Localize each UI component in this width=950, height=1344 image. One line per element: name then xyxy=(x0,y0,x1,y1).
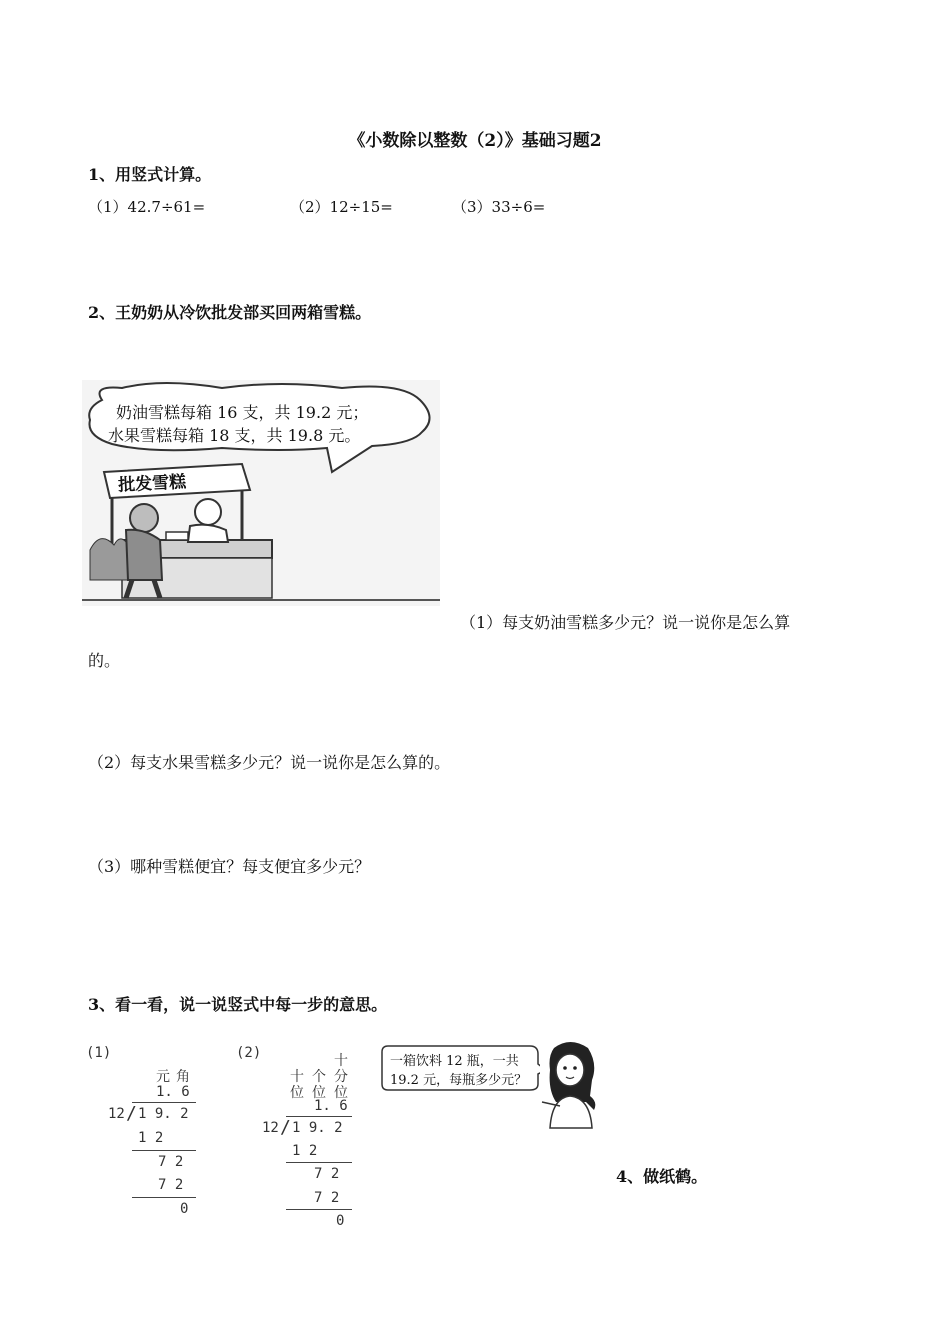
calc1-unit-jiao: 角 xyxy=(176,1069,190,1085)
calc1-remainder: 0 xyxy=(180,1201,189,1217)
bubble-line-2: 水果雪糕每箱 18 支，共 19.8 元。 xyxy=(108,426,361,445)
q1-item-3: （3）33÷6= xyxy=(452,198,546,216)
girl-character xyxy=(538,1040,604,1130)
sign-text: 批发雪糕 xyxy=(117,472,187,496)
calc2-col-wei-1: 位 xyxy=(290,1085,304,1101)
customer-figure xyxy=(130,504,158,532)
clerk-figure xyxy=(195,499,221,525)
calc1-step1: 1 2 xyxy=(138,1130,164,1146)
q1-item-1: （1）42.7÷61= xyxy=(88,198,206,216)
calc1-unit-yuan: 元 xyxy=(156,1069,170,1085)
calc2-dividend: 1 9. 2 xyxy=(292,1120,343,1136)
q3-heading: 3、看一看，说一说竖式中每一步的意思。 xyxy=(88,995,388,1014)
calc2-step1: 1 2 xyxy=(292,1143,318,1159)
calc2-col-wei-3: 位 xyxy=(334,1085,348,1101)
question-speech-bubble xyxy=(380,1044,540,1092)
calc1-dividend: 1 9. 2 xyxy=(138,1106,189,1122)
q1-heading: 1、用竖式计算。 xyxy=(88,165,212,184)
calc2-bracket: / xyxy=(280,1117,291,1138)
calc2-col-ge: 个 xyxy=(312,1069,326,1085)
calc2-col-shi: 十 xyxy=(290,1069,304,1085)
q2-sub1-line1: （1）每支奶油雪糕多少元？说一说你是怎么算 xyxy=(460,613,791,632)
q2-heading: 2、王奶奶从冷饮批发部买回两箱雪糕。 xyxy=(88,303,372,322)
calc1-step2: 7 2 xyxy=(158,1154,184,1170)
calc1-step3: 7 2 xyxy=(158,1177,184,1193)
calc2-col-shifen: 十 xyxy=(334,1053,348,1069)
girl-face xyxy=(556,1054,584,1086)
calc1-label: (1) xyxy=(86,1045,112,1061)
calc2-label: (2) xyxy=(236,1045,262,1061)
calc1-quotient: 1. 6 xyxy=(156,1084,190,1100)
bubble-line-1: 奶油雪糕每箱 16 支，共 19.2 元； xyxy=(116,403,369,422)
q1-item-2: （2）12÷15= xyxy=(290,198,393,216)
q4-heading: 4、做纸鹤。 xyxy=(616,1167,708,1186)
page-title: 《小数除以整数（2）》基础习题2 xyxy=(348,131,602,151)
calc2-col-wei-2: 位 xyxy=(312,1085,326,1101)
calc1-divisor: 12 xyxy=(108,1106,125,1122)
calc2-divisor: 12 xyxy=(262,1120,279,1136)
q2-sub1-line2: 的。 xyxy=(88,651,121,670)
bubble2-line-1: 一箱饮料 12 瓶，一共 xyxy=(390,1054,519,1069)
q2-sub3: （3）哪种雪糕便宜？每支便宜多少元？ xyxy=(88,857,371,876)
calc2-step3: 7 2 xyxy=(314,1190,340,1206)
calc2-quotient: 1. 6 xyxy=(314,1098,348,1114)
calc1-bracket: / xyxy=(126,1103,137,1124)
q2-sub2: （2）每支水果雪糕多少元？说一说你是怎么算的。 xyxy=(88,753,451,772)
calc2-remainder: 0 xyxy=(336,1213,345,1229)
bubble2-line-2: 19.2 元，每瓶多少元？ xyxy=(390,1073,528,1088)
ice-cream-shop-illustration xyxy=(82,380,440,606)
calc2-col-fen: 分 xyxy=(334,1069,348,1085)
calc2-step2: 7 2 xyxy=(314,1166,340,1182)
